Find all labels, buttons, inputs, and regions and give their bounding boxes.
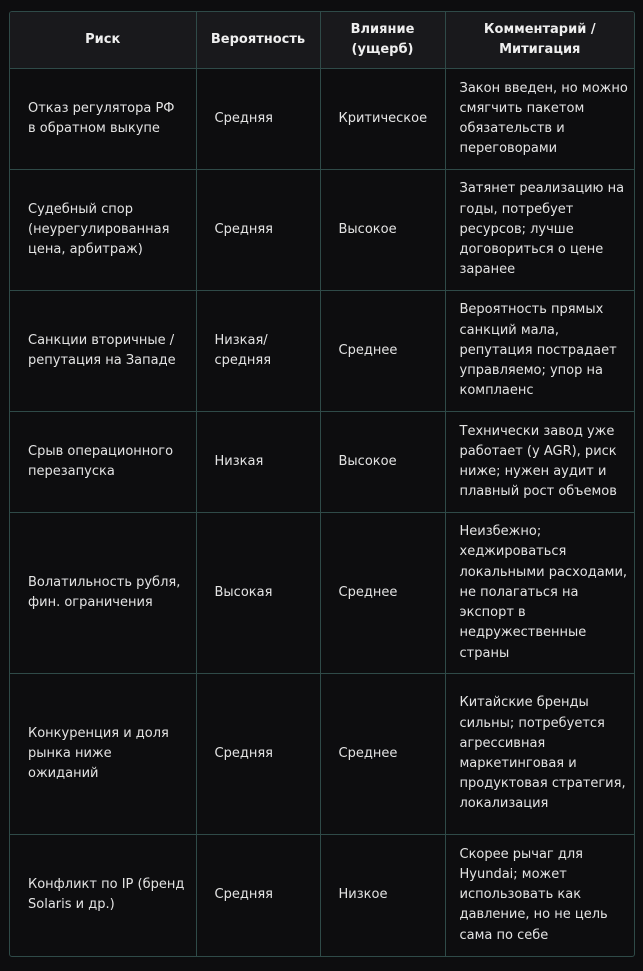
table-header-row xyxy=(10,12,634,69)
cell-risk: Отказ регулятора РФ в обратном выкупе xyxy=(10,69,196,170)
cell-probability: Средняя xyxy=(196,835,320,956)
cell-impact: Среднее xyxy=(320,291,445,412)
cell-probability: Средняя xyxy=(196,674,320,835)
cell-comment: Закон введен, но можно смягчить пакетом обязательств и переговорами xyxy=(445,69,634,170)
table-row xyxy=(10,69,634,170)
header-risk: Риск xyxy=(10,12,196,69)
cell-impact: Среднее xyxy=(320,513,445,674)
cell-risk: Судебный спор (неурегулированная цена, арбитраж) xyxy=(10,170,196,291)
cell-impact: Среднее xyxy=(320,674,445,835)
cell-probability: Низкая xyxy=(196,412,320,513)
table-row xyxy=(10,513,634,674)
header-impact: Влияние (ущерб) xyxy=(320,12,445,69)
risk-table xyxy=(10,12,634,956)
cell-impact: Высокое xyxy=(320,170,445,291)
header-probability: Вероятность xyxy=(196,12,320,69)
risk-table-container xyxy=(9,11,635,957)
header-comment: Комментарий / Митигация xyxy=(445,12,634,69)
cell-comment: Технически завод уже работает (у AGR), риск ниже; нужен аудит и плавный рост объемов xyxy=(445,412,634,513)
cell-impact: Низкое xyxy=(320,835,445,956)
table-row xyxy=(10,412,634,513)
cell-risk: Срыв операционного перезапуска xyxy=(10,412,196,513)
cell-risk: Конфликт по IP (бренд Solaris и др.) xyxy=(10,835,196,956)
cell-risk: Санкции вторичные / репутация на Западе xyxy=(10,291,196,412)
cell-risk: Конкуренция и доля рынка ниже ожиданий xyxy=(10,674,196,835)
cell-comment: Неизбежно; хеджироваться локальными расходами, не полагаться на экспорт в недружественные страны xyxy=(445,513,634,674)
cell-comment: Китайские бренды сильны; потребуется агрессивная маркетинговая и продуктовая стратегия, локализация xyxy=(445,674,634,835)
table-row xyxy=(10,170,634,291)
cell-probability: Средняя xyxy=(196,69,320,170)
cell-impact: Высокое xyxy=(320,412,445,513)
cell-comment: Скорее рычаг для Hyundai; может использовать как давление, но не цель сама по себе xyxy=(445,835,634,956)
cell-risk: Волатильность рубля, фин. ограничения xyxy=(10,513,196,674)
cell-comment: Затянет реализацию на годы, потребует ресурсов; лучше договориться о цене заранее xyxy=(445,170,634,291)
cell-comment: Вероятность прямых санкций мала, репутация пострадает управляемо; упор на комплаенс xyxy=(445,291,634,412)
table-row xyxy=(10,291,634,412)
cell-probability: Низкая/ средняя xyxy=(196,291,320,412)
cell-probability: Средняя xyxy=(196,170,320,291)
cell-impact: Критическое xyxy=(320,69,445,170)
cell-probability: Высокая xyxy=(196,513,320,674)
table-row xyxy=(10,835,634,956)
table-row xyxy=(10,674,634,835)
